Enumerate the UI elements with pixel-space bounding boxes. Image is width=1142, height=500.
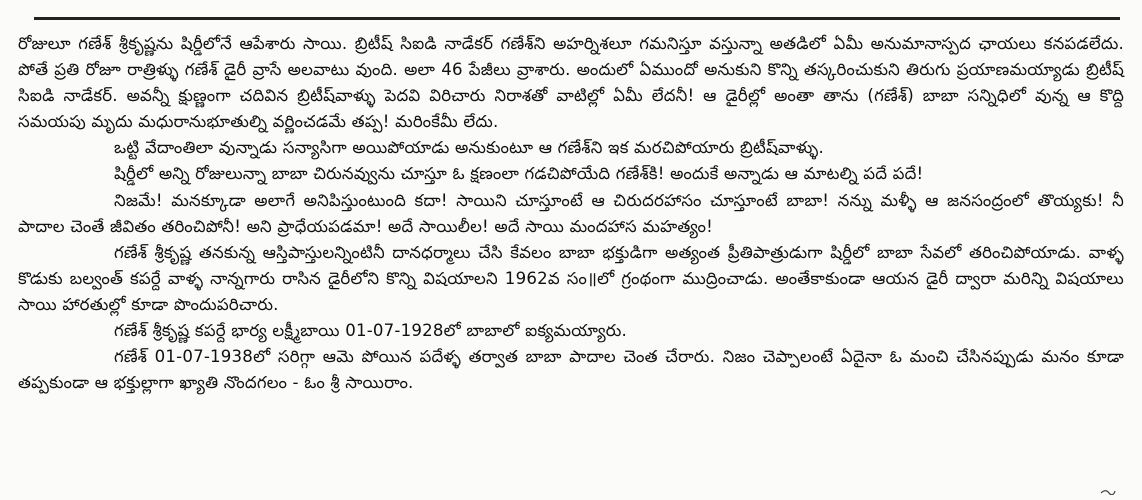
paragraph-1: రోజులూ గణేశ్ శ్రీకృష్ణను షిర్డీలోనే ఆపేశారు సాయి. బ్రిటీష్ సిఐడి నాడేకర్ గణేశ్‌ని అహర్నిశలూ గమనిస్తూ వస్తున్నా అతడిలో ఏమీ అనుమానాస్పద ఛాయలు కనపడలేదు. పోతే ప్రతి రోజూ రాత్రిళ్ళు గణేశ్ డైరీ వ్రాసే అలవాటు వుంది. అలా 46 పేజీలు వ్రాశారు. అందులో ఏముందో అనుకుని కొన్ని తస్కరించుకుని తిరుగు ప్రయాణమయ్యాడు బ్రిటీష్ సిఐడి నాడేకర్. అవన్నీ క్షుణ్ణంగా చదివిన బ్రిటీష్‌వాళ్ళు పెదవి విరిచారు నిరాశతో వాటిల్లో ఏమీ లేదనీ! ఆ డైరీల్లో అంతా తాను (గణేశ్) బాబా సన్నిధిలో వున్న ఆ కొద్ది సమయపు మృదు మధురానుభూతుల్ని వర్ణించడమే తప్ప! మరింకేమీ లేదు. <box>18 34 1124 132</box>
paragraph-7: గణేశ్ 01-07-1938లో సరిగ్గా ఆమె పోయిన పదేళ్ళ తర్వాత బాబా పాదాల చెంత చేరారు. నిజం చెప్పాలంటే ఏదైనా ఓ మంచి చేసినప్పుడు మనం కూడా తప్పకుండా ఆ భక్తుల్లాగా ఖ్యాతి నొందగలం - ఓం శ్రీ సాయిరాం. <box>18 347 1124 393</box>
paragraph-2: ఒట్టి వేదాంతిలా వున్నాడు సన్యాసిగా అయిపోయాడు అనుకుంటూ ఆ గణేశ్‌ని ఇక మరచిపోయారు బ్రిటీష్‌వాళ్ళు. <box>114 138 824 158</box>
page-edge-mark-icon <box>1100 489 1116 495</box>
paragraph-4: నిజమే! మనక్కూడా అలాగే అనిపిస్తుంటుంది కదా! సాయిని చూస్తూంటే ఆ చిరుదరహాసం చూస్తూంటే బాబా! నన్ను మళ్ళీ ఆ జనసంద్రంలో తొయ్యకు! నీ పాదాల చెంతే జీవితం తరించిపోనీ! అని ప్రాధేయపడమా! అదే సాయిలీల! అదే సాయి మందహాస మహత్యం! <box>18 190 1124 236</box>
paragraph-6: గణేశ్ శ్రీకృష్ణ కపర్దే భార్య లక్ష్మీబాయి 01-07-1928లో బాబాలో ఐక్యమయ్యారు. <box>114 321 628 341</box>
paragraph-5: గణేశ్ శ్రీకృష్ణ తనకున్న ఆస్తిపాస్తులన్నింటినీ దానధర్మాలు చేసి కేవలం బాబా భక్తుడిగా అత్యంత ప్రీతిపాత్రుడుగా షిర్డీలో బాబా సేవలో తరించిపోయాడు. వాళ్ళ కొడుకు బల్వంత్ కపర్దే వాళ్ళ నాన్నగారు రాసిన డైరీలోని కొన్ని విషయాలని 1962వ సం॥లో గ్రంథంగా ముద్రించాడు. అంతేకాకుండా ఆయన డైరీ ద్వారా మరిన్ని విషయాలు సాయి హారతుల్లో కూడా పొందుపరిచారు. <box>18 242 1124 314</box>
document-body <box>18 31 1124 396</box>
top-horizontal-rule <box>34 17 1120 20</box>
paragraph-3: షిర్డీలో అన్ని రోజులున్నా బాబా చిరునవ్వును చూస్తూ ఓ క్షణంలా గడచిపోయేది గణేశ్‌కి! అందుకే అన్నాడు ఆ మాటల్ని పదే పదే! <box>114 164 924 184</box>
